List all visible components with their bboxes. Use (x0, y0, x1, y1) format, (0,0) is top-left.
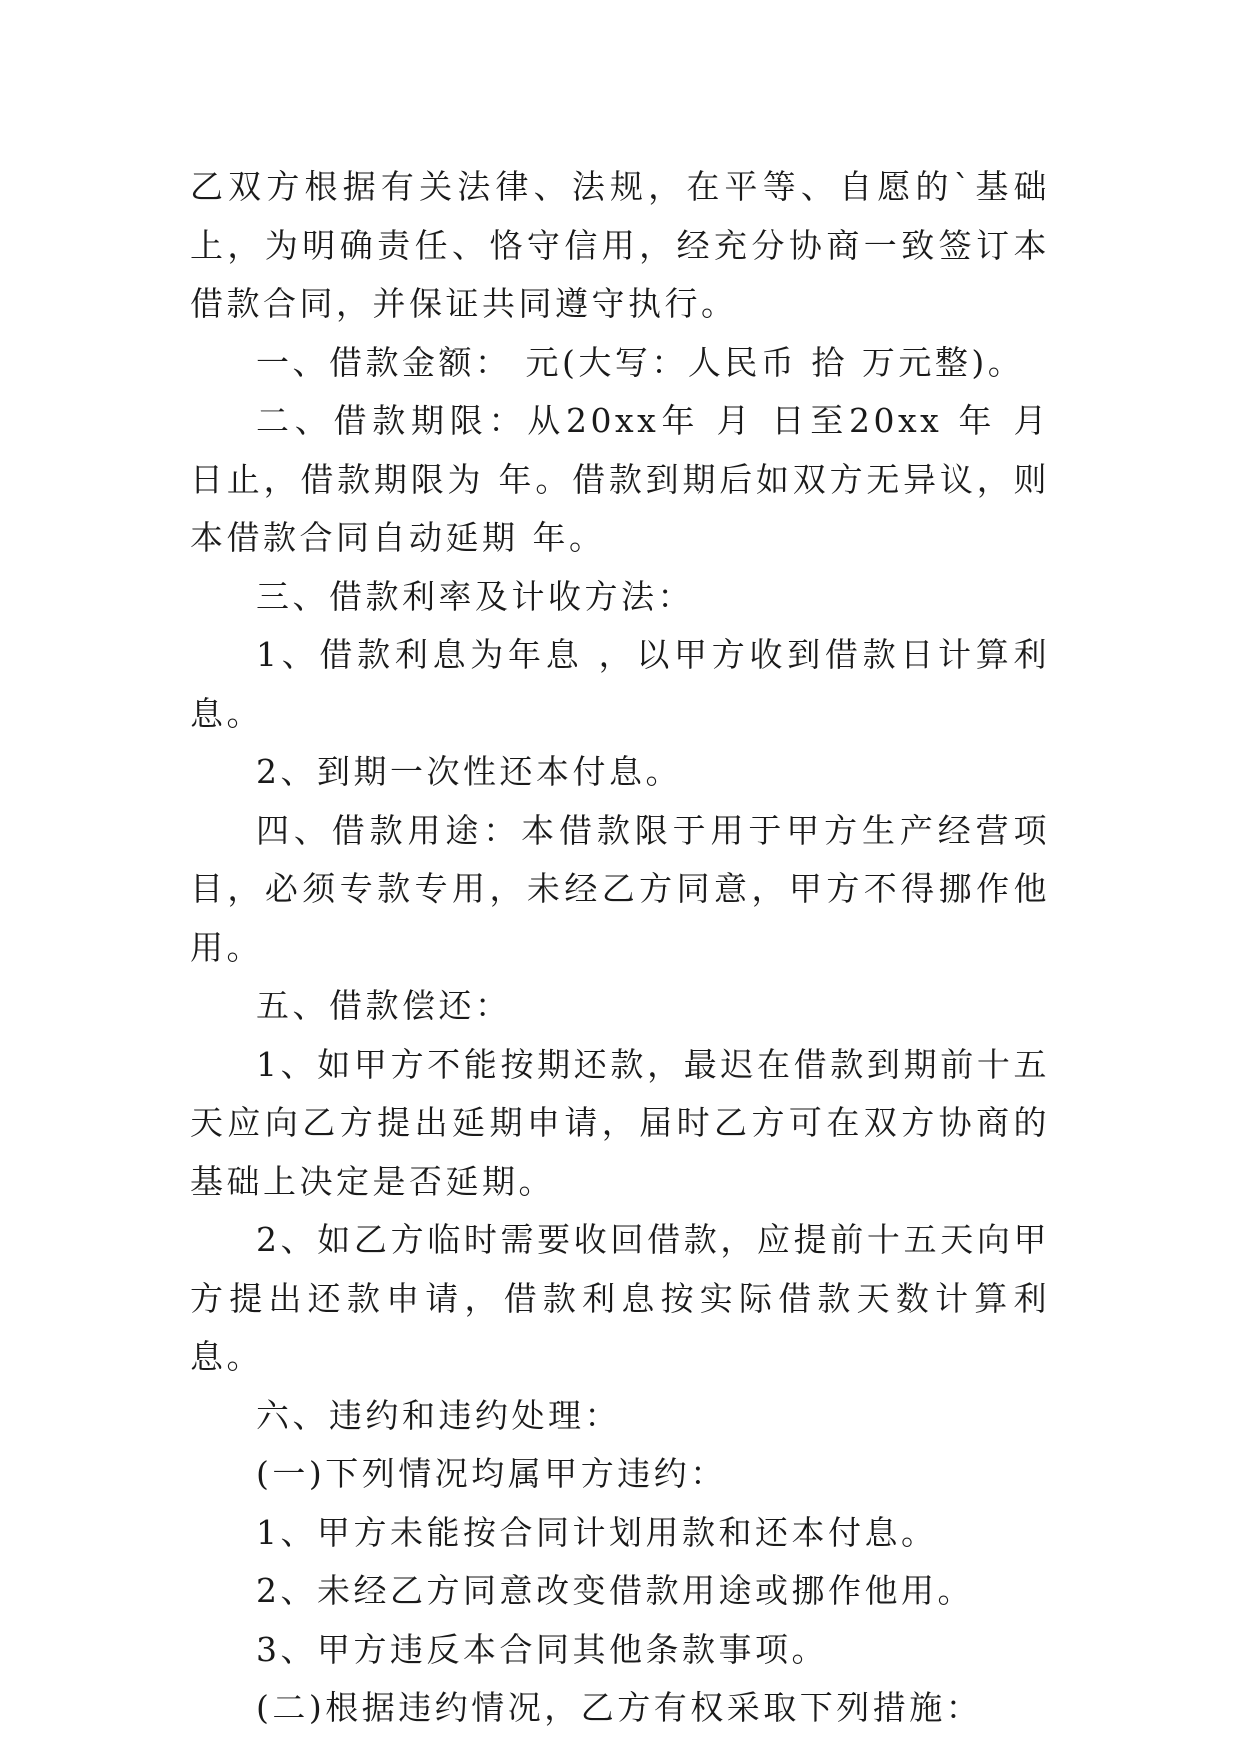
paragraph-interest-item-2: 2、到期一次性还本付息。 (256, 752, 682, 791)
paragraph-loan-term: 二、借款期限：从20xx年 月 日至20xx 年 月 日止，借款期限为 年。借款到期后如双方无异议，则本借款合同自动延期 年。 (190, 401, 1050, 557)
paragraph-interest-item-1: 1、借款利息为年息 ，以甲方收到借款日计算利息。 (190, 635, 1050, 733)
paragraph-repayment-heading: 五、借款偿还： (256, 986, 512, 1025)
paragraph-breach-item-3: 3、甲方违反本合同其他条款事项。 (256, 1629, 828, 1669)
paragraph-repayment-item-2: 2、如乙方临时需要收回借款，应提前十五天向甲方提出还款申请，借款利息按实际借款天数计算利息。 (190, 1220, 1050, 1376)
paragraph-breach-item-2: 2、未经乙方同意改变借款用途或挪作他用。 (256, 1571, 974, 1610)
paragraph-repayment-item-1: 1、如甲方不能按期还款，最迟在借款到期前十五天应向乙方提出延期申请，届时乙方可在双方协商的基础上决定是否延期。 (190, 1044, 1050, 1201)
paragraph-breach-heading: 六、违约和违约处理： (256, 1395, 621, 1435)
paragraph-breach-item-1: 1、甲方未能按合同计划用款和还本付息。 (256, 1512, 938, 1552)
document-body (190, 158, 1050, 1738)
paragraph-loan-amount: 一、借款金额： 元(大写：人民币 拾 万元整)。 (256, 342, 1025, 382)
paragraph-breach-subheading-2: (二)根据违约情况，乙方有权采取下列措施： (256, 1688, 983, 1727)
paragraph-preamble: 乙双方根据有关法律、法规，在平等、自愿的`基础上，为明确责任、恪守信用，经充分协商一致签订本借款合同，并保证共同遵守执行。 (190, 167, 1050, 323)
paragraph-interest-heading: 三、借款利率及计收方法： (256, 576, 694, 616)
paragraph-breach-subheading-1: (一)下列情况均属甲方违约： (256, 1454, 727, 1493)
paragraph-loan-purpose: 四、借款用途：本借款限于用于甲方生产经营项目，必须专款专用，未经乙方同意，甲方不得挪作他用。 (190, 810, 1050, 967)
